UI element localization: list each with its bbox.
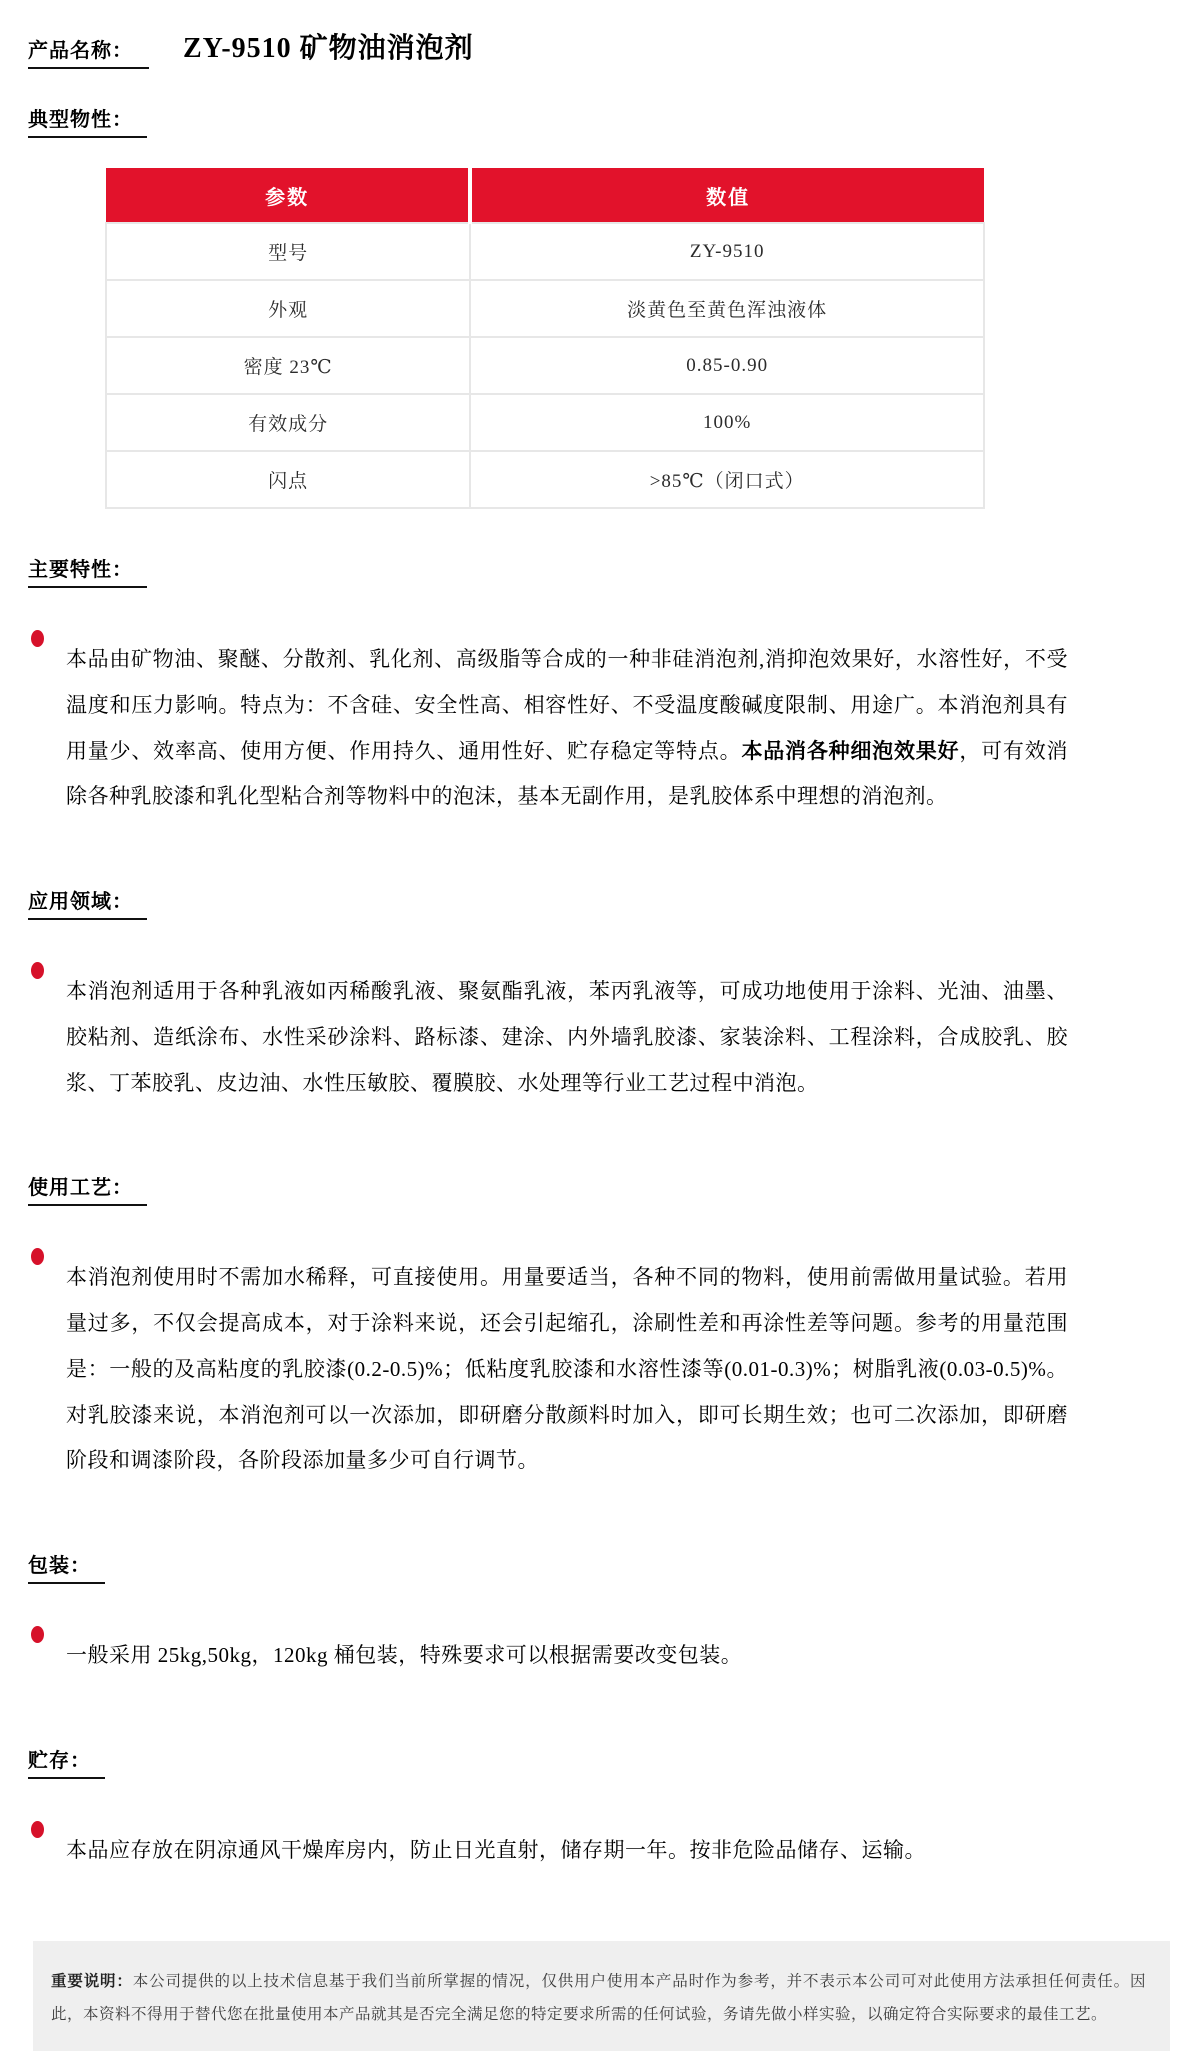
application-areas-text [66, 969, 1068, 1106]
bullet-icon [31, 1626, 44, 1643]
param-cell: 有效成分 [106, 394, 470, 451]
list-item [28, 948, 1068, 1127]
important-note-body: 本公司提供的以上技术信息基于我们当前所掌握的情况，仅供用户使用本产品时作为参考，并不表示本公司可对此使用方法承担任何责任。因此，本资料不得用于替代您在批量使用本产品就其是否完全满足您的特定要求所需的任何试验，务请先做小样实验，以确定符合实际要求的最佳工艺。 [51, 1972, 1146, 2024]
list-item [28, 1612, 1068, 1700]
text-pre: 本消泡剂使用时不需加水稀释，可直接使用。用量要适当，各种不同的物料，使用前需做用量试验。若用量过多，不仅会提高成本，对于涂料来说，还会引起缩孔，涂刷性差和再涂性差等问题。参考的用量范围是：一般的及高粘度的乳胶漆(0.2-0.5)%；低粘度乳胶漆和水溶性漆等(0.01-0.3)%；树脂乳液(0.03-0.5)%。对乳胶漆来说，本消泡剂可以一次添加，即研磨分散颜料时加入，即可长期生效；也可二次添加，即研磨阶段和调漆阶段，各阶段添加量多少可自行调节。 [66, 1265, 1068, 1473]
text-pre: 一般采用 25kg,50kg，120kg 桶包装，特殊要求可以根据需要改变包装。 [66, 1643, 743, 1668]
value-cell: ZY-9510 [470, 223, 984, 280]
storage-heading: 贮存： [28, 1744, 105, 1779]
important-note-box [33, 1941, 1170, 2051]
packaging-heading: 包装： [28, 1549, 105, 1584]
section-storage [28, 1744, 1068, 1895]
section-packaging [28, 1549, 1068, 1700]
main-features-text [66, 637, 1068, 820]
important-note-label: 重要说明： [51, 1972, 133, 1990]
properties-table [105, 168, 985, 509]
typical-properties-heading: 典型物性： [28, 103, 147, 138]
text-post: ，可有效消除各种乳胶漆和乳化型粘合剂等物料中的泡沫，基本无副作用，是乳胶体系中理想的消泡剂。 [66, 738, 1068, 809]
param-cell: 闪点 [106, 451, 470, 508]
bullet-icon [31, 630, 44, 647]
section-main-features [28, 553, 1068, 841]
param-cell: 外观 [106, 280, 470, 337]
table-row [106, 394, 984, 451]
usage-process-heading: 使用工艺： [28, 1171, 147, 1206]
text-bold: 本品消各种细泡效果好 [741, 738, 960, 763]
product-name-label: 产品名称： [28, 34, 149, 69]
list-item [28, 1234, 1068, 1505]
value-cell: 100% [470, 394, 984, 451]
important-note-text [51, 1965, 1146, 2032]
param-cell: 密度 23℃ [106, 337, 470, 394]
bullet-icon [31, 1821, 44, 1838]
table-row [106, 223, 984, 280]
section-application-areas [28, 885, 1068, 1127]
usage-process-text [66, 1255, 1068, 1484]
list-item [28, 1807, 1068, 1895]
table-row [106, 337, 984, 394]
bullet-icon [31, 962, 44, 979]
application-areas-heading: 应用领域： [28, 885, 147, 920]
text-pre: 本品由矿物油、聚醚、分散剂、乳化剂、高级脂等合成的一种非硅消泡剂,消抑泡效果好，水溶性好，不受温度和压力影响。特点为：不含硅、安全性高、相容性好、不受温度酸碱度限制、用途广。本消泡剂具有用量少、效率高、使用方便、作用持久、通用性好、贮存稳定等特点。 [66, 647, 1068, 763]
text-pre: 本消泡剂适用于各种乳液如丙稀酸乳液、聚氨酯乳液，苯丙乳液等，可成功地使用于涂料、光油、油墨、胶粘剂、造纸涂布、水性采砂涂料、路标漆、建涂、内外墙乳胶漆、家装涂料、工程涂料，合成胶乳、胶浆、丁苯胶乳、皮边油、水性压敏胶、覆膜胶、水处理等行业工艺过程中消泡。 [66, 979, 1068, 1095]
column-header-parameter: 参数 [106, 168, 470, 223]
storage-text [66, 1828, 926, 1874]
column-header-value: 数值 [470, 168, 984, 223]
product-title-row [28, 26, 1068, 69]
text-pre: 本品应存放在阴凉通风干燥库房内，防止日光直射，储存期一年。按非危险品储存、运输。 [66, 1837, 926, 1862]
section-usage-process [28, 1171, 1068, 1505]
page-content [0, 26, 1200, 1895]
section-typical-properties [28, 103, 1068, 509]
properties-table-wrap [105, 168, 1068, 509]
list-item [28, 616, 1068, 841]
param-cell: 型号 [106, 223, 470, 280]
bullet-icon [31, 1248, 44, 1265]
packaging-text [66, 1633, 742, 1679]
table-row [106, 451, 984, 508]
table-row [106, 280, 984, 337]
value-cell: 淡黄色至黄色浑浊液体 [470, 280, 984, 337]
product-name-value: ZY-9510 矿物油消泡剂 [183, 33, 474, 64]
table-header-row [106, 168, 984, 223]
main-features-heading: 主要特性： [28, 553, 147, 588]
value-cell: 0.85-0.90 [470, 337, 984, 394]
value-cell: >85℃（闭口式） [470, 451, 984, 508]
